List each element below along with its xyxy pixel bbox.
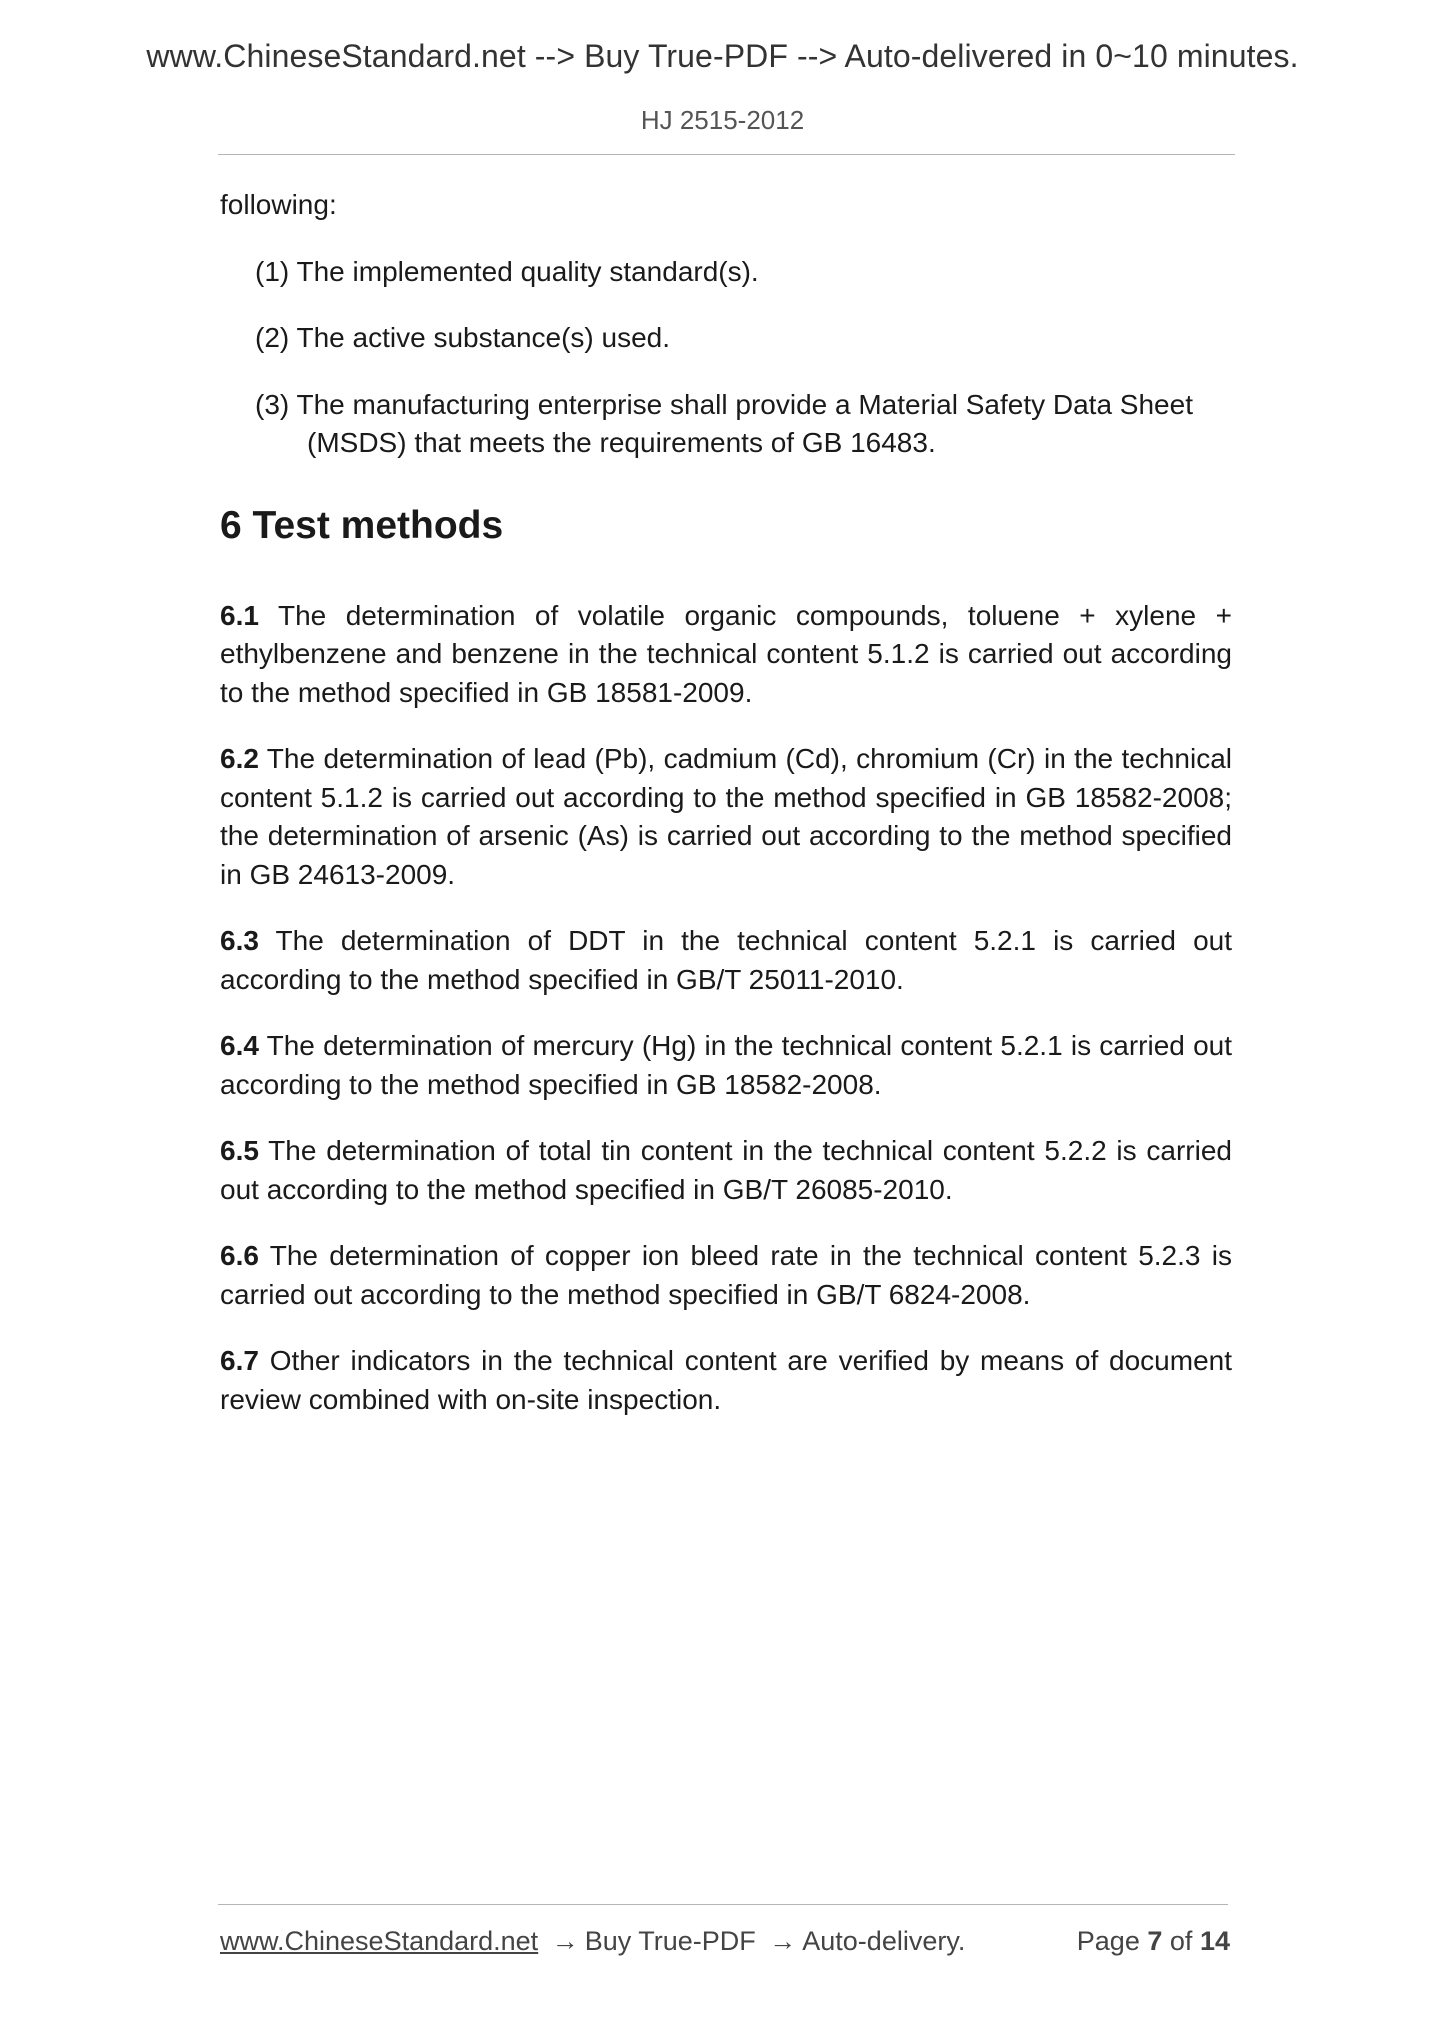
clause-6-6 xyxy=(220,1237,1232,1314)
clause-text: The determination of total tin content in the technical content 5.2.2 is carried out according to the method specified in GB/T 26085-2010. xyxy=(220,1135,1232,1205)
clause-number: 6.3 xyxy=(220,925,259,956)
list-item: (1) The implemented quality standard(s). xyxy=(255,255,759,287)
clause-number: 6.5 xyxy=(220,1135,259,1166)
top-banner: www.ChineseStandard.net --> Buy True-PDF --> Auto-delivered in 0~10 minutes. xyxy=(146,38,1299,74)
arrow-right-icon: → xyxy=(551,1926,579,1956)
current-page: 7 xyxy=(1147,1926,1163,1956)
clause-text: The determination of lead (Pb), cadmium (Cd), chromium (Cr) in the technical content 5.1.2 is carried out according to the method specified in GB 18582-2008; the determination of arsenic (As) is carried out according to the method specified in GB 24613-2009. xyxy=(220,743,1232,890)
clause-text: The determination of mercury (Hg) in the technical content 5.2.1 is carried out according to the method specified in GB 18582-2008. xyxy=(220,1030,1232,1100)
clause-6-2 xyxy=(220,740,1232,894)
clause-6-1 xyxy=(220,597,1232,713)
arrow-right-icon: → xyxy=(769,1926,797,1956)
list-item: (3) The manufacturing enterprise shall provide a Material Safety Data Sheet (MSDS) that meets the requirements of GB 16483. xyxy=(255,388,1193,458)
total-pages: 14 xyxy=(1199,1926,1230,1956)
delivery-text: Auto-delivery. xyxy=(802,1926,966,1956)
clause-6-7 xyxy=(220,1342,1232,1419)
clause-6-5 xyxy=(220,1132,1232,1209)
of-label: of xyxy=(1169,1926,1193,1956)
list-item: (2) The active substance(s) used. xyxy=(255,322,671,353)
clause-number: 6.1 xyxy=(220,599,259,631)
section-heading: 6 Test methods xyxy=(220,503,504,547)
clause-text: Other indicators in the technical content are verified by means of document review combined with on-site inspection. xyxy=(220,1345,1232,1415)
clause-6-3 xyxy=(220,922,1232,999)
clause-text: The determination of DDT in the technical content 5.2.1 is carried out according to the method specified in GB/T 25011-2010. xyxy=(220,925,1232,995)
buy-text: Buy True-PDF xyxy=(584,1926,756,1956)
page-footer xyxy=(220,1926,1230,1957)
footer-divider xyxy=(218,1904,1228,1905)
document-code: HJ 2515-2012 xyxy=(640,105,805,135)
page-content xyxy=(220,186,1232,1447)
header-divider xyxy=(218,154,1235,155)
clause-number: 6.4 xyxy=(220,1030,259,1061)
page-counter xyxy=(1077,1926,1230,1957)
clause-number: 6.7 xyxy=(220,1345,259,1376)
clause-text: The determination of volatile organic compounds, toluene + xylene + ethylbenzene and benzene in the technical content 5.1.2 is carried out according to the method specified in GB 18581-2009. xyxy=(220,599,1232,708)
lead-text: following: xyxy=(220,189,337,220)
page-label: Page xyxy=(1076,1926,1140,1956)
clause-number: 6.6 xyxy=(220,1240,259,1271)
clause-number: 6.2 xyxy=(220,743,259,774)
website-link[interactable]: www.ChineseStandard.net xyxy=(220,1926,539,1956)
clause-text: The determination of copper ion bleed rate in the technical content 5.2.3 is carried out according to the method specified in GB/T 6824-2008. xyxy=(220,1240,1232,1310)
clause-6-4 xyxy=(220,1027,1232,1104)
